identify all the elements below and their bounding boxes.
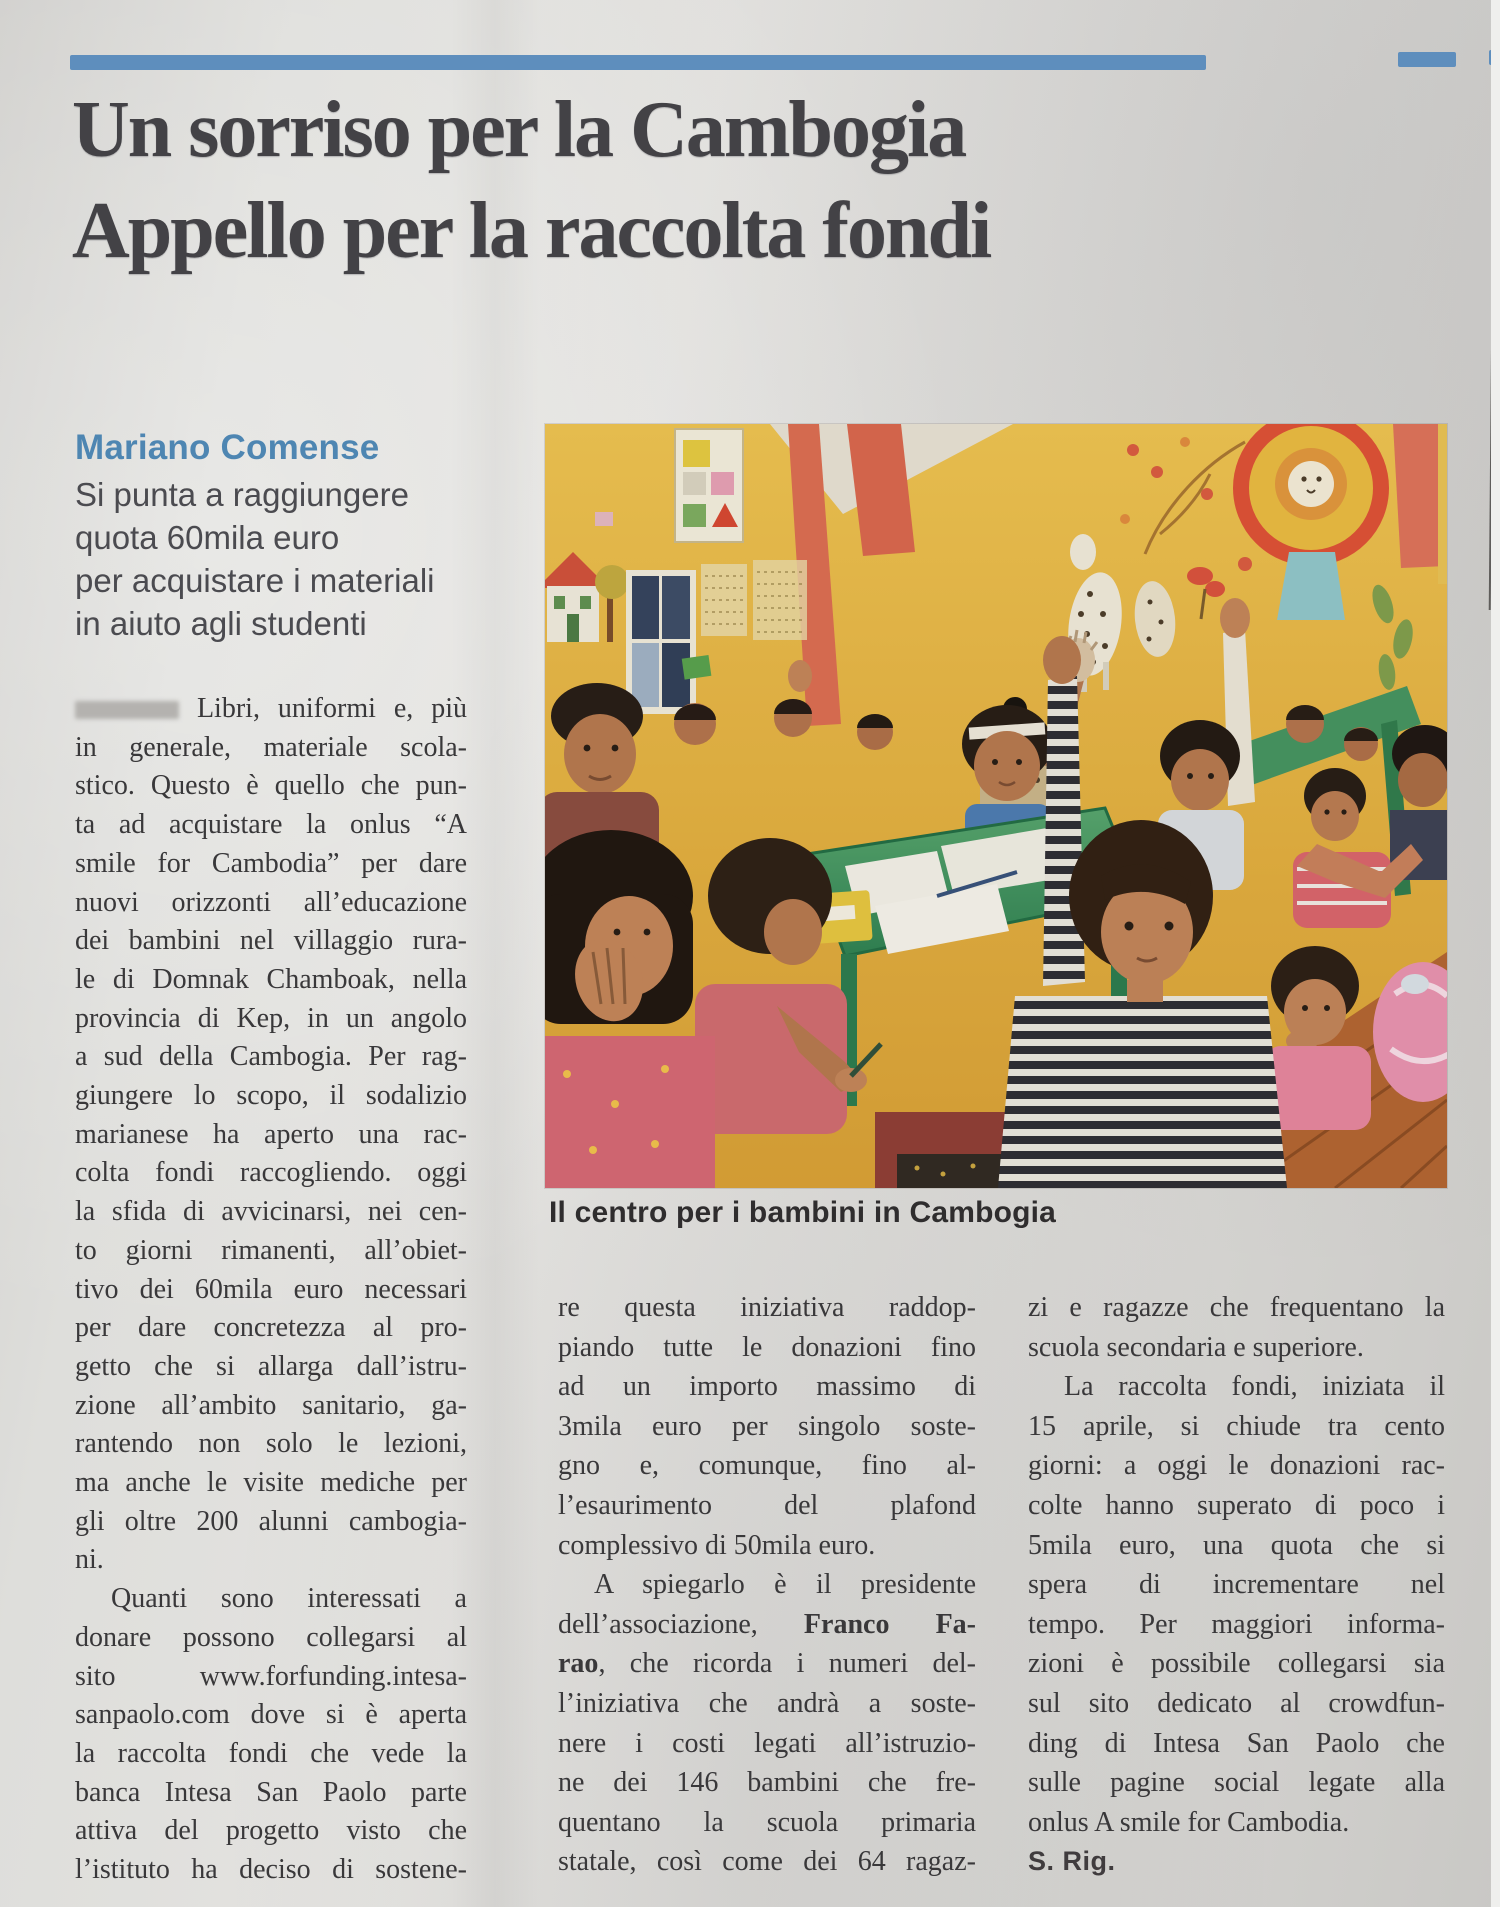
redacted-dateline [75,701,179,719]
body-line: stico. Questo è quello che pun- [75,770,467,802]
body-line: Quanti sono interessati a [111,1583,467,1615]
body-line: l’iniziativa che andrà a soste- [558,1687,976,1719]
body-line: complessivo di 50mila euro. [558,1529,876,1561]
body-line: 5mila euro, una quota che si [1028,1529,1445,1561]
photo-caption: Il centro per i bambini in Cambogia [549,1196,1057,1229]
dateline-kicker: Mariano Comense [75,428,380,467]
body-line: rantendo non solo le lezioni, [75,1428,467,1460]
body-line: nere i costi legati all’istruzio- [558,1727,976,1759]
body-line: sito www.forfunding.intesa- [75,1660,467,1692]
body-line: quentano la scuola primaria [558,1806,976,1838]
body-line: banca Intesa San Paolo parte [75,1776,467,1808]
body-line: scuola secondaria e superiore. [1028,1331,1364,1363]
body-line: donare possono collegarsi al [75,1621,467,1653]
body-line: piando tutte le donazioni fino [558,1331,976,1363]
body-line: l’istituto ha deciso di sostene- [75,1854,467,1886]
body-line: gno e, comunque, fino al- [558,1450,976,1482]
body-line: sul sito dedicato al crowdfun- [1028,1687,1445,1719]
body-line: ad un importo massimo di [558,1371,976,1403]
body-line: nuovi orizzonti all’educazione [75,886,467,918]
body-line: getto che si allarga dall’istru- [75,1350,467,1382]
body-line: la sfida di avvicinarsi, nei cen- [75,1196,467,1228]
body-line: giorni: a oggi le donazioni rac- [1028,1450,1445,1482]
body-line: zione all’ambito sanitario, ga- [75,1389,467,1421]
body-line: spera di incrementare nel [1028,1569,1445,1601]
body-line: colta fondi raccogliendo. oggi [75,1157,467,1189]
body-line: la raccolta fondi che vede la [75,1737,467,1769]
section-divider-rule-segment [1398,52,1456,67]
body-line: per dare concretezza al pro- [75,1312,467,1344]
body-line: re questa iniziativa raddop- [558,1292,976,1323]
body-line: A spiegarlo è il presidente [594,1569,976,1601]
body-line: to giorni rimanenti, all’obiet- [75,1234,467,1266]
body-column-middle [558,1288,976,1882]
body-line: tempo. Per maggiori informa- [1028,1608,1445,1640]
body-line: ma anche le visite mediche per [75,1467,467,1499]
body-line: ni. [75,1544,104,1576]
body-line: Libri, uniformi e, più [75,690,467,729]
body-line: tivo dei 60mila euro necessari [75,1273,467,1305]
body-line: 3mila euro per singolo soste- [558,1410,976,1442]
body-line: in generale, materiale scola- [75,731,467,763]
body-line: dei bambini nel villaggio rura- [75,925,467,957]
body-line: giungere lo scopo, il sodalizio [75,1080,467,1112]
body-line: ta ad acquistare la onlus “A [75,809,467,841]
headline-line-1: Un sorriso per la Cambogia [72,86,966,174]
body-line: 15 aprile, si chiude tra cento [1028,1410,1445,1442]
body-line: zioni è possibile collegarsi sia [1028,1648,1445,1680]
photo-grain-overlay [545,424,1447,1188]
body-line: attiva del progetto visto che [75,1815,467,1847]
body-line: le di Domnak Chamboak, nella [75,963,467,995]
body-line: ding di Intesa San Paolo che [1028,1727,1445,1759]
body-line: a sud della Cambogia. Per rag- [75,1041,467,1073]
body-line: statale, così come dei 64 ragaz- [558,1846,976,1878]
body-column-right [1028,1288,1445,1882]
article-headline [72,80,1192,282]
section-divider-rule [70,55,1206,70]
scan-edge [1491,0,1500,1907]
body-line: colte hanno superato di poco i [1028,1489,1445,1521]
body-line: smile for Cambodia” per dare [75,847,467,879]
deck-line: per acquistare i materiali [75,562,435,599]
classroom-photo [545,424,1447,1188]
body-line: gli oltre 200 alunni cambogia- [75,1505,467,1537]
body-line: zi e ragazze che frequentano la [1028,1292,1445,1323]
deck-line: Si punta a raggiungere [75,476,409,513]
deck-line: quota 60mila euro [75,519,340,556]
body-line: sulle pagine social legate alla [1028,1767,1445,1799]
body-column-left [75,690,467,1890]
headline-line-2: Appello per la raccolta fondi [72,187,991,275]
article-deck [75,473,495,645]
body-line: ne dei 146 bambini che fre- [558,1767,976,1799]
deck-line: in aiuto agli studenti [75,605,367,642]
body-line: marianese ha aperto una rac- [75,1118,467,1150]
body-line: rao, che ricorda i numeri del- [558,1648,976,1680]
body-line: provincia di Kep, in un angolo [75,1002,467,1034]
body-line: sanpaolo.com dove si è aperta [75,1699,467,1731]
body-line: La raccolta fondi, iniziata il [1064,1371,1445,1403]
author-signature: S. Rig. [1028,1846,1116,1877]
body-line: onlus A smile for Cambodia. [1028,1806,1350,1838]
body-line: dell’associazione, Franco Fa- [558,1608,976,1640]
classroom-photo-illustration [545,424,1447,1188]
body-line: l’esaurimento del plafond [558,1489,976,1521]
